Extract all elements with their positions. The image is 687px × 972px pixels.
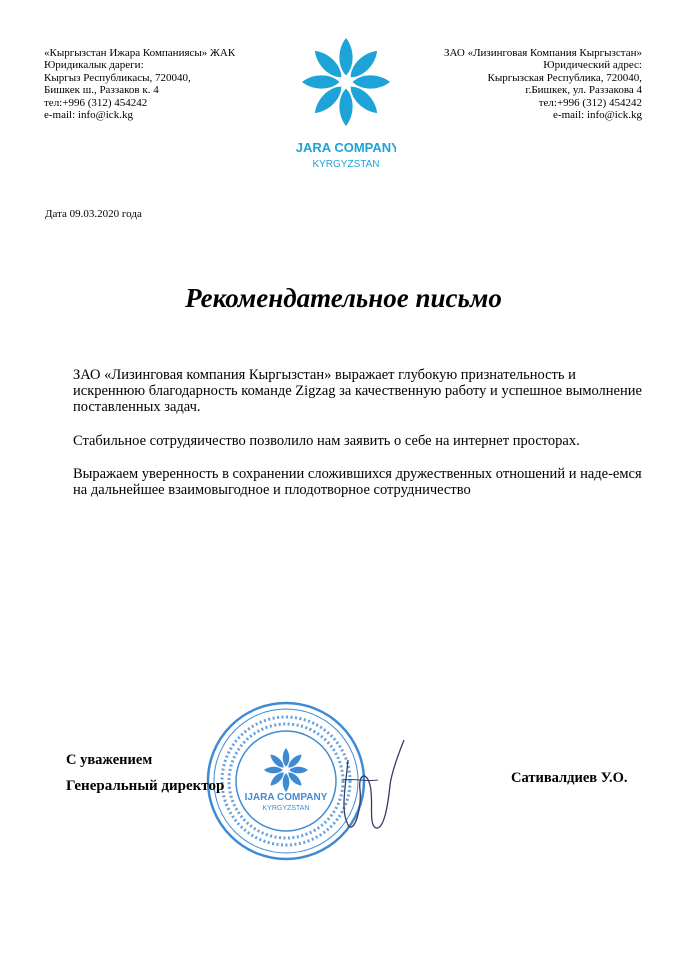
stamp-name: IJARA COMPANY (244, 792, 328, 803)
address-line: Бишкек ш., Раззаков к. 4 (44, 84, 159, 97)
closing-regards: С уважением (66, 752, 153, 768)
petal (339, 38, 352, 75)
address-line: тел:+996 (312) 454242 (538, 96, 642, 109)
logo-sub: KYRGYZSTAN (312, 159, 380, 170)
paragraph: Стабильное сотрудяичество позволило нам заявить о себе на интернет просторах. (73, 432, 580, 449)
address-line: Юридикалык дареги: (44, 59, 144, 72)
address-line: Кыргызская Республика, 720040, (487, 71, 642, 84)
handwritten-signature (318, 730, 408, 850)
signer-name: Сативалдиев У.О. (511, 770, 628, 786)
company-logo (296, 30, 396, 172)
letter-title: Рекомендательное письмо (185, 283, 502, 313)
petal (339, 89, 352, 126)
address-line: г.Бишкек, ул. Раззакова 4 (525, 84, 642, 97)
address-line: e-mail: info@ick.kg (553, 109, 642, 122)
lotus-flower-icon (296, 30, 396, 172)
header-address-left (44, 47, 235, 121)
address-line: e-mail: info@ick.kg (44, 109, 133, 122)
address-line: ЗАО «Лизинговая Компания Кыргызстан» (443, 47, 642, 59)
petal (289, 767, 308, 774)
paragraph: Выражаем уверенность в сохранении сложившихся дружественных отношений и наде-емся на дальнейшее взаимовыгодное и плодотворное сотрудничество (73, 465, 642, 499)
logo-name: IJARA COMPANY (296, 140, 396, 155)
letter-body (73, 367, 645, 515)
petal (283, 748, 290, 767)
address-line: «Кыргызстан Ижара Компаниясы» ЖАК (44, 47, 236, 59)
address-line: Юридический адрес: (543, 59, 642, 72)
petal (264, 767, 283, 774)
stamp-sub: KYRGYZSTAN (262, 805, 310, 812)
header-address-right (444, 47, 642, 121)
address-line: Кыргыз Республикасы, 720040, (44, 71, 191, 84)
letter-date: Дата 09.03.2020 года (45, 208, 142, 220)
petal (283, 773, 290, 792)
address-line: тел:+996 (312) 454242 (44, 96, 148, 109)
signer-position: Генеральный директор (66, 778, 225, 794)
paragraph: ЗАО «Лизинговая компания Кыргызстан» выражает глубокую признательность и искреннюю благодарность команде Zigzag за качественную работу и успешное вымолнение поставленных задач. (73, 367, 642, 416)
petal (302, 75, 339, 88)
petal (353, 75, 390, 88)
